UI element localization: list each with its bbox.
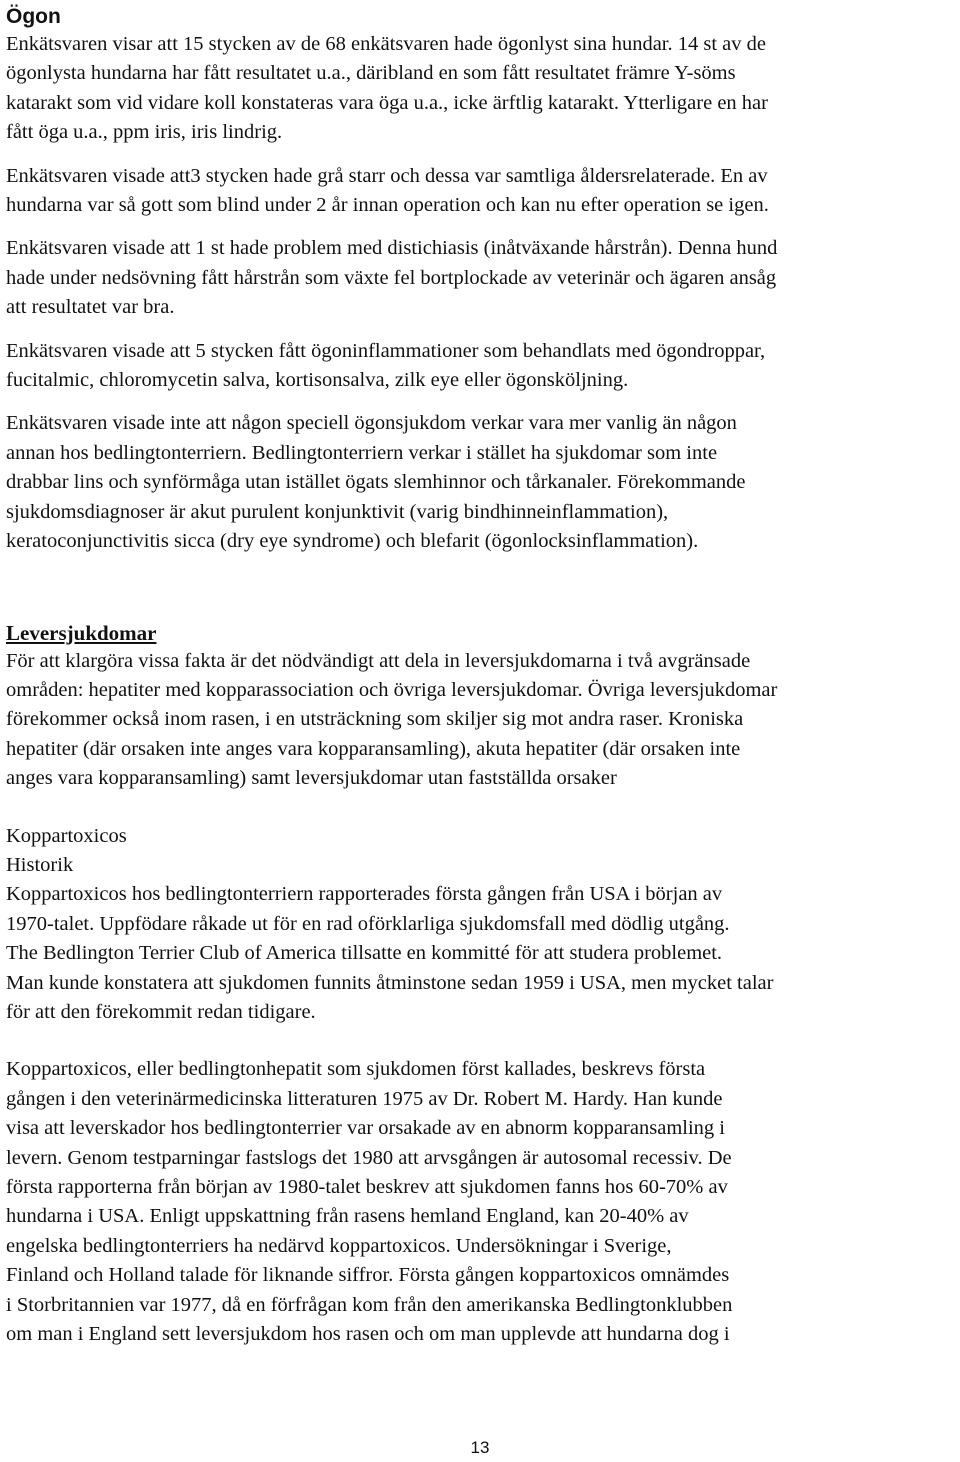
eyes-paragraph-4 (6, 337, 956, 396)
spacer (6, 794, 956, 822)
text-line: Finland och Holland talade för liknande siffror. Första gången koppartoxicos omnämdes (6, 1264, 730, 1287)
text-line: sjukdomsdiagnoser är akut purulent konjunktivit (varig bindhinneinflammation), (6, 500, 669, 523)
text-line: Enkätsvaren visade att3 stycken hade grå starr och dessa var samtliga åldersrelaterade. En av (6, 164, 768, 187)
text-line: Koppartoxicos hos bedlingtonterriern rapporterades första gången från USA i början av (6, 883, 723, 906)
text-line: fucitalmic, chloromycetin salva, kortisonsalva, zilk eye eller ögonsköljning. (6, 369, 629, 392)
text-line: annan hos bedlingtonterriern. Bedlingtonterriern verkar i stället ha sjukdomar som inte (6, 441, 718, 464)
text-line: hade under nedsövning fått hårstrån som växte fel bortplockade av veterinär och ägaren ansåg (6, 266, 777, 289)
subheading-koppartoxicos: Koppartoxicos (6, 824, 127, 847)
text-line: katarakt som vid vidare koll konstateras vara öga u.a., icke ärftlig katarakt. Ytterligare en har (6, 91, 768, 114)
text-line: anges vara kopparansamling) samt leversjukdomar utan fastställda orsaker (6, 767, 617, 790)
spacer (6, 220, 956, 234)
section-heading-eyes: Ögon (6, 5, 61, 28)
text-line: visa att leverskador hos bedlingtonterrier var orsakade av en abnorm kopparansamling i (6, 1117, 725, 1140)
text-line: att resultatet var bra. (6, 296, 175, 319)
text-line: Koppartoxicos, eller bedlingtonhepatit som sjukdomen först kallades, beskrevs första (6, 1058, 706, 1081)
text-line: keratoconjunctivitis sicca (dry eye syndrome) och blefarit (ögonlocksinflammation). (6, 530, 699, 553)
spacer (6, 148, 956, 162)
text-line: fått öga u.a., ppm iris, iris lindrig. (6, 121, 283, 144)
text-line: för att den förekommit redan tidigare. (6, 1000, 316, 1023)
text-line: hundarna var så gott som blind under 2 år innan operation och kan nu efter operation se igen. (6, 194, 769, 217)
spacer (6, 557, 956, 619)
text-line: ögonlysta hundarna har fått resultatet u.a., däribland en som fått resultatet främre Y-söms (6, 62, 736, 85)
text-line: förekommer också inom rasen, i en utsträckning som skiljer sig mot andra raser. Kroniska (6, 708, 744, 731)
document-page (6, 0, 956, 1349)
liver-paragraph-1 (6, 647, 956, 794)
text-line: Enkätsvaren visade att 1 st hade problem med distichiasis (inåtväxande hårstrån). Denna hund (6, 237, 778, 260)
liver-paragraph-3 (6, 1055, 956, 1349)
text-line: Enkätsvaren visade att 5 stycken fått ögoninflammationer som behandlats med ögondroppar, (6, 339, 766, 362)
text-line: För att klargöra vissa fakta är det nödvändigt att dela in leversjukdomarna i två avgränsade (6, 649, 751, 672)
text-line: hepatiter (där orsaken inte anges vara kopparansamling), akuta hepatiter (där orsaken inte (6, 737, 741, 760)
text-line: om man i England sett leversjukdom hos rasen och om man upplevde att hundarna dog i (6, 1323, 730, 1346)
section-heading-liver: Leversjukdomar (6, 620, 157, 645)
text-line: drabbar lins och synförmåga utan istället ögats slemhinnor och tårkanaler. Förekommande (6, 471, 746, 494)
text-line: första rapporterna från början av 1980-talet beskrev att sjukdomen fanns hos 60-70% av (6, 1176, 728, 1198)
text-line: hundarna i USA. Enligt uppskattning från rasens hemland England, kan 20-40% av (6, 1205, 689, 1228)
text-line: levern. Genom testparningar fastslogs det 1980 att arvsgången är autosomal recessiv. De (6, 1146, 732, 1169)
text-line: 1970-talet. Uppfödare råkade ut för en rad oförklarliga sjukdomsfall med dödlig utgång. (6, 912, 730, 935)
text-line: engelska bedlingtonterriers ha nedärvd koppartoxicos. Undersökningar i Sverige, (6, 1234, 672, 1257)
eyes-paragraph-2 (6, 162, 956, 221)
text-line: i Storbritannien var 1977, då en förfrågan kom från den amerikanska Bedlingtonklubben (6, 1293, 733, 1316)
text-line: The Bedlington Terrier Club of America tillsatte en kommitté för att studera problemet. (6, 942, 723, 965)
text-line: Man kunde konstatera att sjukdomen funnits åtminstone sedan 1959 i USA, men mycket talar (6, 971, 774, 994)
text-line: Enkätsvaren visade inte att någon speciell ögonsjukdom verkar vara mer vanlig än någon (6, 412, 737, 435)
spacer (6, 395, 956, 409)
liver-paragraph-2 (6, 880, 956, 1027)
text-line: områden: hepatiter med kopparassociation och övriga leversjukdomar. Övriga leversjukdomar (6, 678, 778, 701)
spacer (6, 323, 956, 337)
text-line: Enkätsvaren visar att 15 stycken av de 68 enkätsvaren hade ögonlyst sina hundar. 14 st av de (6, 33, 767, 55)
subheading-historik: Historik (6, 853, 74, 876)
eyes-paragraph-5 (6, 409, 956, 556)
eyes-paragraph-3 (6, 234, 956, 322)
page-number: 13 (470, 1438, 490, 1457)
liver-subheadings (6, 822, 956, 881)
text-line: gången i den veterinärmedicinska litteraturen 1975 av Dr. Robert M. Hardy. Han kunde (6, 1087, 723, 1110)
eyes-paragraph-1 (6, 30, 956, 148)
spacer (6, 1027, 956, 1055)
